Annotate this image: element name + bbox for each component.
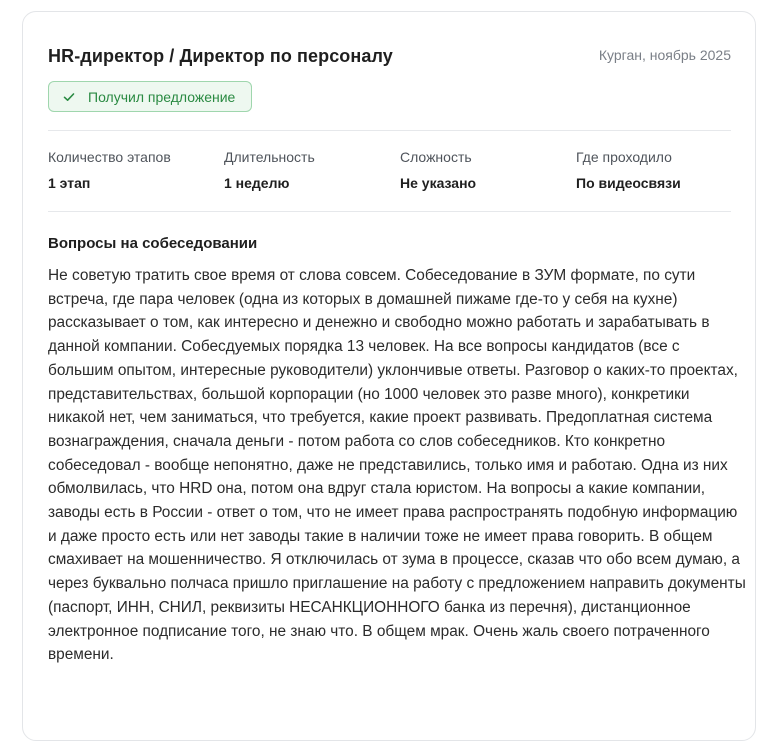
position-title: HR-директор / Директор по персоналу xyxy=(48,46,393,66)
review-text: Не советую тратить свое время от слова совсем. Собеседование в ЗУМ формате, по сути встреча, где пара человек (одна из которых в домашней пижаме где-то у себя на кухне) рассказывает о том, как интересно и денежно и свободно можно работать и зарабатывать в данной компании. Собесдуемых порядка 13 человек. На все вопросы кандидатов (все с большим опытом, интересные руководители) уклончивые ответы. Разговор о каких-то проектах, представительствах, большой корпорации (но 1000 человек это разве много), конкретики никакой нет, чем заниматься, что требуется, какие проект развивать. Предоплатная система вознаграждения, сначала деньги - потом работа со слов собеседников. Кто конкретно собеседовал - вообще непонятно, даже не представились, только имя и работаю. Одна из них обмолвилась, что HRD она, потом она вдруг стала юристом. На вопросы а какие компании, заводы есть в России - ответ о том, что не имеет права распространять подобную информацию и даже просто есть или нет заводы такие в наличии тоже не имеет права говорить. В общем смахивает на мошенничество. Я отключилась от зума в процессе, сказав что обо всем думаю, а через буквально полчаса пришло приглашение на работу с предложением направить документы (паспорт, ИНН, СНИЛ, реквизиты НЕСАНКЦИОННОГО банка из перечня), дистанционное электронное подписание того, не знаю что. В общем мрак. Очень жаль своего потраченного времени. xyxy=(48,267,746,664)
stat-label: Где проходило xyxy=(576,149,672,165)
stat-value: Не указано xyxy=(400,175,477,191)
status-badge-label: Получил предложение xyxy=(88,88,236,105)
stat-label: Сложность xyxy=(400,149,472,165)
interview-stats xyxy=(48,149,748,197)
divider xyxy=(48,130,731,131)
review-header xyxy=(48,46,731,70)
divider xyxy=(48,211,731,212)
stat-value: 1 этап xyxy=(48,175,91,191)
stat-format xyxy=(576,149,681,191)
location-date: Курган, ноябрь 2025 xyxy=(598,47,731,63)
stat-label: Количество этапов xyxy=(48,149,171,165)
section-title: Вопросы на собеседовании xyxy=(48,235,258,252)
stat-duration xyxy=(224,149,315,191)
stat-difficulty xyxy=(400,149,476,191)
status-badge xyxy=(48,81,252,112)
stat-value: По видеосвязи xyxy=(576,175,681,191)
review-card xyxy=(22,11,756,741)
stat-value: 1 неделю xyxy=(224,175,290,191)
check-icon xyxy=(62,90,76,104)
stat-label: Длительность xyxy=(224,149,315,165)
stat-stages xyxy=(48,149,171,191)
